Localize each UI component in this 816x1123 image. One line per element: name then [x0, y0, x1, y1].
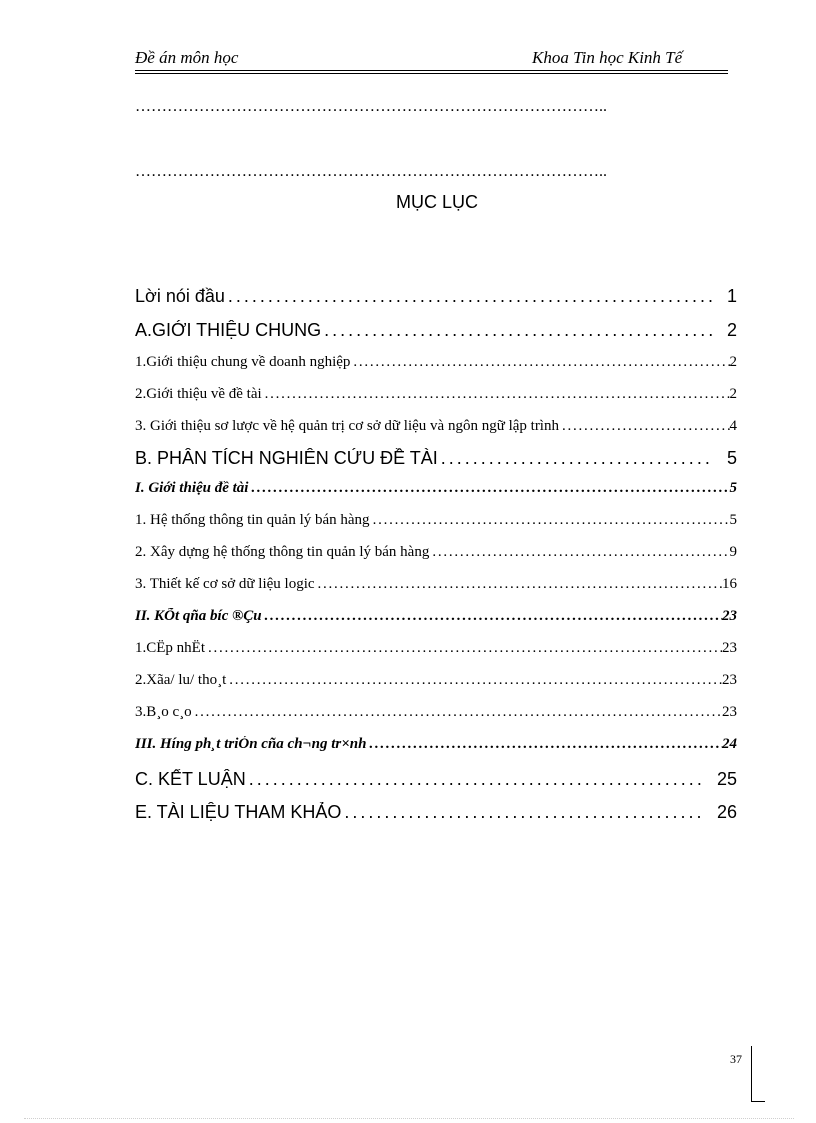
toc-entry[interactable] — [135, 386, 737, 414]
toc-leader-dots — [226, 672, 722, 689]
toc-entry-label: 1.CËp nhËt — [135, 640, 205, 656]
toc-entry-page: 9 — [729, 544, 737, 560]
toc-leader-dots — [350, 354, 729, 371]
toc-entry-page: 5 — [729, 480, 737, 496]
toc-entry-label: 2.Giới thiệu về đề tài — [135, 386, 262, 402]
toc-entry-page: 23 — [722, 608, 737, 624]
toc-leader-dots — [315, 576, 722, 593]
toc-leader-dots — [262, 608, 722, 625]
toc-entry-page: 2 — [726, 320, 737, 340]
toc-entry[interactable] — [135, 672, 737, 700]
toc-entry[interactable] — [135, 736, 737, 764]
toc-entry-page: 24 — [722, 736, 737, 752]
toc-entry-label: C. KẾT LUẬN — [135, 769, 246, 789]
toc-entry[interactable] — [135, 448, 737, 476]
footer-border-vertical — [751, 1046, 752, 1102]
toc-title: MỤC LỤC — [395, 192, 478, 212]
footer-border-horizontal — [751, 1101, 765, 1102]
toc-entry-page: 16 — [722, 576, 737, 592]
toc-entry-label: 2. Xây dựng hệ thống thông tin quản lý bán hàng — [135, 544, 430, 560]
toc-leader-dots — [341, 802, 703, 823]
toc-entry-page: 23 — [722, 672, 737, 688]
toc-entry[interactable] — [135, 418, 737, 446]
header-faculty: Khoa Tin học Kinh Tế — [532, 48, 683, 67]
toc-entry-page: 5 — [729, 512, 737, 528]
toc-entry-page: 23 — [722, 640, 737, 656]
toc-leader-dots — [370, 512, 730, 529]
toc-entry-page: 4 — [729, 418, 737, 434]
toc-entry-label: B. PHÂN TÍCH NGHIÊN CỨU ĐỀ TÀI — [135, 448, 438, 468]
toc-entry-label: A.GIỚI THIỆU CHUNG — [135, 320, 322, 340]
toc-entry[interactable] — [135, 802, 737, 830]
toc-leader-dots — [248, 480, 729, 497]
toc-entry-label: 1. Hệ thống thông tin quản lý bán hàng — [135, 512, 370, 528]
toc-entry-page: 2 — [729, 386, 737, 402]
toc-entry-page: 25 — [716, 769, 737, 789]
toc-entry[interactable] — [135, 512, 737, 540]
toc-entry-page: 5 — [726, 448, 737, 468]
dotted-line-1: …………………………………………………………………………….. — [135, 98, 607, 115]
toc-entry[interactable] — [135, 640, 737, 668]
header-rule — [135, 70, 728, 71]
toc-leader-dots — [429, 544, 729, 561]
toc-entry-page: 2 — [729, 354, 737, 370]
toc-entry-label: Lời nói đầu — [135, 286, 225, 306]
toc-leader-dots — [559, 418, 730, 435]
page-number: 37 — [730, 1052, 742, 1066]
toc-leader-dots — [262, 386, 730, 403]
toc-entry-label: 2.Xãa/ lu/ tho¸t — [135, 672, 227, 688]
toc-entry[interactable] — [135, 544, 737, 572]
toc-entry-label: 3.B¸o c¸o — [135, 704, 192, 720]
toc-entry-label: 3. Giới thiệu sơ lược về hệ quản trị cơ sở dữ liệu và ngôn ngữ lập trình — [135, 418, 559, 434]
toc-leader-dots — [438, 448, 713, 469]
toc-entry-label: III. Híng ph¸t triÓn cña ch¬ng tr×nh — [135, 736, 367, 752]
toc-entry-page: 1 — [726, 286, 737, 306]
toc-entry[interactable] — [135, 704, 737, 732]
toc-entry[interactable] — [135, 286, 737, 314]
toc-entry[interactable] — [135, 354, 737, 382]
toc-entry-page: 23 — [722, 704, 737, 720]
toc-entry-label: I. Giới thiệu đề tài — [135, 480, 249, 496]
toc-entry[interactable] — [135, 576, 737, 604]
header-rule-thin — [135, 73, 728, 74]
toc-entry[interactable] — [135, 769, 737, 797]
dotted-line-2: …………………………………………………………………………….. — [135, 163, 607, 180]
toc-entry-page: 26 — [716, 802, 737, 822]
page-header — [135, 48, 728, 70]
header-course-title: Đề án môn học — [135, 48, 239, 67]
toc-leader-dots — [321, 320, 713, 341]
toc-leader-dots — [246, 769, 703, 790]
toc-entry-label: 3. Thiết kế cơ sở dữ liệu logic — [135, 576, 315, 592]
toc-entry[interactable] — [135, 480, 737, 508]
toc-entry-label: 1.Giới thiệu chung về doanh nghiệp — [135, 354, 351, 370]
toc-leader-dots — [205, 640, 722, 657]
toc-leader-dots — [366, 736, 722, 753]
toc-entry-label: II. KÕt qña bíc ®Çu — [135, 608, 262, 624]
toc-entry[interactable] — [135, 608, 737, 636]
toc-entry-label: E. TÀI LIỆU THAM KHẢO — [135, 802, 342, 822]
toc-leader-dots — [192, 704, 722, 721]
page-bottom-edge — [24, 1118, 794, 1120]
toc-leader-dots — [225, 286, 713, 307]
toc-entry[interactable] — [135, 320, 737, 348]
